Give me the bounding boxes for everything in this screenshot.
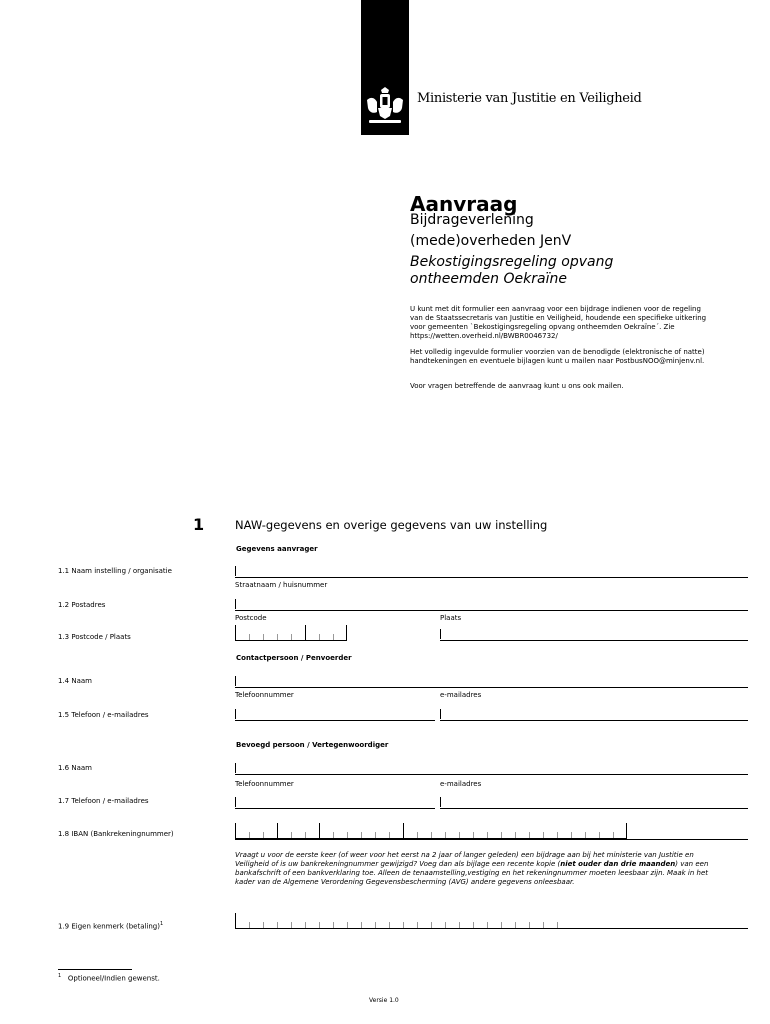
plaats-field[interactable]: [440, 627, 748, 641]
caption-email-1: e-mailadres: [440, 691, 482, 699]
ministry-name: Ministerie van Justitie en Veiligheid: [417, 91, 642, 106]
label-own-reference: 1.9 Eigen kenmerk (betaling)$^1$: [58, 921, 164, 931]
subtitle-italic-2: ontheemden Oekraïne: [410, 271, 567, 287]
label-postcode-plaats: 1.3 Postcode / Plaats: [58, 633, 131, 641]
footnote-rule: [58, 969, 132, 970]
label-iban: 1.8 IBAN (Bankrekeningnummer): [58, 830, 174, 838]
organisation-name-field[interactable]: [235, 564, 748, 578]
own-reference-underline: [235, 928, 748, 929]
subtitle-line-2: (mede)overheden JenV: [410, 233, 572, 249]
caption-street: Straatnaam / huisnummer: [235, 581, 328, 589]
footnote: $^1$ Optioneel/Indien gewenst.: [58, 973, 160, 983]
intro-paragraph-2: Het volledig ingevulde formulier voorzien van de benodigde (elektronische of natte) handtekeningen en eventuele bijlagen kunt u mailen naar PostbusNOO@minjenv.nl.: [410, 348, 705, 365]
representative-phone-field[interactable]: [235, 795, 435, 809]
own-reference-field[interactable]: [235, 913, 571, 929]
subtitle-line-1: Bijdrageverlening: [410, 212, 534, 228]
contact-phone-field[interactable]: [235, 707, 435, 721]
section-title: NAW-gegevens en overige gegevens van uw instelling: [235, 518, 548, 532]
caption-phone-2: Telefoonnummer: [235, 780, 294, 788]
iban-underline: [235, 839, 748, 840]
group-heading-contact: Contactpersoon / Penvoerder: [236, 654, 352, 662]
label-representative-phone-email: 1.7 Telefoon / e-mailadres: [58, 797, 149, 805]
label-representative-name: 1.6 Naam: [58, 764, 92, 772]
iban-note: Vraagt u voor de eerste keer (of weer voor het eerst na 2 jaar of langer geleden) een bijdrage aan bij het ministerie van Justitie en Veiligheid of is uw bankrekeningnummer gewijzigd? Voeg dan als bijlage een recente kopie (niet ouder dan drie maanden) van een bankafschrift of een bankverklaring toe. Alleen de tenaamstelling,vestiging en het rekeningnummer moeten leesbaar zijn. Maak in het kader van de Algemene Verordening Gegevensbescherming (AVG) andere gegevens onleesbaar.: [235, 851, 709, 886]
postcode-field[interactable]: [235, 625, 347, 641]
label-contact-phone-email: 1.5 Telefoon / e-mailadres: [58, 711, 149, 719]
caption-email-2: e-mailadres: [440, 780, 482, 788]
contact-name-field[interactable]: [235, 674, 748, 688]
representative-name-field[interactable]: [235, 761, 748, 775]
group-heading-representative: Bevoegd persoon / Vertegenwoordiger: [236, 741, 389, 749]
label-organisation-name: 1.1 Naam instelling / organisatie: [58, 567, 172, 575]
intro-paragraph-1: U kunt met dit formulier een aanvraag voor een bijdrage indienen voor de regeling van de Staatssecretaris van Justitie en Veiligheid, houdende een specifieke uitkering voor gemeenten `Bekostigingsregeling opvang ontheemden Oekraïne´. Zie https://wetten.overheid.nl/BWBR0046732/: [410, 305, 707, 340]
caption-postcode: Postcode: [235, 614, 267, 622]
caption-phone-1: Telefoonnummer: [235, 691, 294, 699]
label-contact-name: 1.4 Naam: [58, 677, 92, 685]
caption-plaats: Plaats: [440, 614, 462, 622]
intro-paragraph-3: Voor vragen betreffende de aanvraag kunt u ons ook mailen.: [410, 382, 624, 390]
subtitle-italic-1: Bekostigingsregeling opvang: [410, 254, 614, 270]
page-title: Aanvraag: [410, 192, 518, 216]
royal-crest-icon: [363, 86, 407, 126]
label-postal-address: 1.2 Postadres: [58, 601, 106, 609]
contact-email-field[interactable]: [440, 707, 748, 721]
group-heading-applicant: Gegevens aanvrager: [236, 545, 318, 553]
version-label: Versie 1.0: [369, 997, 399, 1004]
iban-field[interactable]: [235, 823, 627, 839]
street-field[interactable]: [235, 597, 748, 611]
representative-email-field[interactable]: [440, 795, 748, 809]
section-number: 1: [193, 515, 205, 534]
